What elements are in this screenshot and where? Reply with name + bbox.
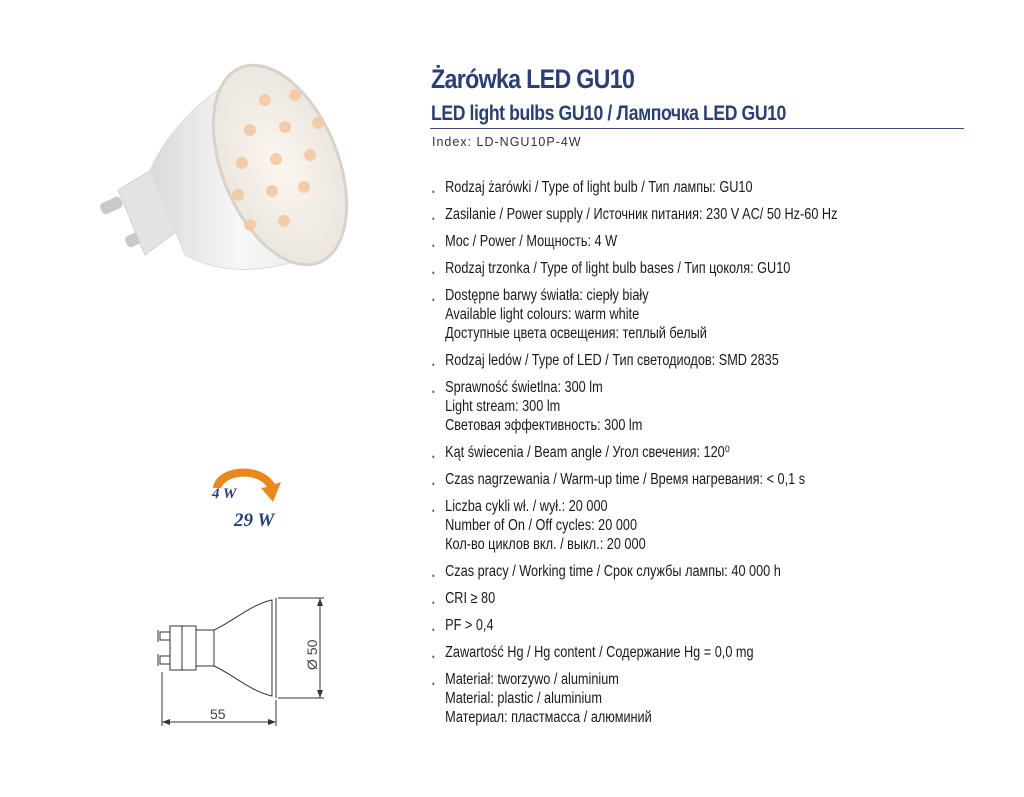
led-dot: [236, 157, 248, 169]
bullet-icon: •: [432, 295, 435, 305]
spec-line: Kąt świecenia / Beam angle / Угол свечения: 120⁰: [445, 444, 730, 461]
led-dot: [298, 181, 310, 193]
spec-line: Доступные цвета освещения: теплый белый: [445, 325, 707, 342]
led-dot: [232, 189, 244, 201]
bullet-icon: •: [432, 571, 435, 581]
spec-item: [432, 616, 891, 635]
led-dot: [312, 117, 324, 129]
product-index: Index: LD-NGU10P-4W: [432, 135, 582, 149]
spec-item: [432, 497, 891, 554]
bullet-icon: •: [432, 452, 435, 462]
spec-line: Czas nagrzewania / Warm-up time / Время нагревания: < 0,1 s: [445, 471, 806, 488]
spec-item: [432, 351, 891, 370]
spec-line: PF > 0,4: [445, 617, 494, 634]
led-power-label: 4 W: [212, 486, 237, 502]
spec-line: Number of On / Off cycles: 20 000: [445, 517, 638, 534]
bullet-icon: •: [432, 268, 435, 278]
bullet-icon: •: [432, 387, 435, 397]
bulb-product-image: [90, 55, 360, 285]
bullet-icon: •: [432, 652, 435, 662]
bullet-icon: •: [432, 625, 435, 635]
spec-line: Rodzaj żarówki / Type of light bulb / Тип лампы: GU10: [445, 179, 753, 196]
led-dot: [304, 149, 316, 161]
spec-line: Available light colours: warm white: [445, 306, 640, 323]
spec-line: Rodzaj trzonka / Type of light bulb bases / Тип цоколя: GU10: [445, 260, 791, 277]
spec-item: [432, 232, 891, 251]
spec-line: Zawartość Hg / Hg content / Содержание Hg = 0,0 mg: [445, 644, 754, 661]
spec-line: Rodzaj ledów / Type of LED / Тип светодиодов: SMD 2835: [445, 352, 779, 369]
header-divider: [430, 128, 964, 129]
led-dot: [270, 153, 282, 165]
spec-item: [432, 259, 891, 278]
spec-item: [432, 178, 891, 197]
led-dot: [244, 124, 256, 136]
spec-item: [432, 562, 891, 581]
spec-line: CRI ≥ 80: [445, 590, 496, 607]
spec-line: Moc / Power / Мощность: 4 W: [445, 233, 618, 250]
bullet-icon: •: [432, 241, 435, 251]
bullet-icon: •: [432, 598, 435, 608]
spec-line: Liczba cykli wł. / wył.: 20 000: [445, 498, 608, 515]
spec-item: [432, 643, 891, 662]
spec-line: Световая эффективность: 300 lm: [445, 417, 643, 434]
diameter-dimension-label: Ø 50: [304, 639, 320, 670]
spec-item: [432, 205, 891, 224]
spec-item: [432, 670, 891, 727]
dimension-drawing: [152, 592, 342, 732]
led-dot: [278, 215, 290, 227]
bullet-icon: •: [432, 506, 435, 516]
spec-item: [432, 589, 891, 608]
product-subtitle: LED light bulbs GU10 / Лампочка LED GU10: [431, 102, 786, 125]
spec-item: [432, 286, 891, 343]
spec-line: Кол-во циклов вкл. / выкл.: 20 000: [445, 536, 646, 553]
product-title: Żarówka LED GU10: [431, 64, 635, 94]
spec-line: Light stream: 300 lm: [445, 398, 561, 415]
spec-line: Dostępne barwy światła: ciepły biały: [445, 287, 649, 304]
spec-line: Materiał: tworzywo / aluminium: [445, 671, 619, 688]
spec-list: [432, 178, 992, 735]
bullet-icon: •: [432, 360, 435, 370]
length-dimension-label: 55: [210, 706, 226, 722]
bullet-icon: •: [432, 479, 435, 489]
spec-item: [432, 443, 891, 462]
equivalent-power-label: 29 W: [234, 510, 275, 531]
spec-line: Zasilanie / Power supply / Источник питания: 230 V AC/ 50 Hz-60 Hz: [445, 206, 838, 223]
bullet-icon: •: [432, 214, 435, 224]
spec-line: Czas pracy / Working time / Срок службы лампы: 40 000 h: [445, 563, 781, 580]
spec-item: [432, 470, 891, 489]
bullet-icon: •: [432, 679, 435, 689]
led-dot: [244, 219, 256, 231]
spec-item: [432, 378, 891, 435]
led-dot: [259, 94, 271, 106]
spec-line: Sprawność świetlna: 300 lm: [445, 379, 603, 396]
bullet-icon: •: [432, 187, 435, 197]
led-dot: [289, 89, 301, 101]
spec-line: Material: plastic / aluminium: [445, 690, 602, 707]
led-dot: [266, 185, 278, 197]
led-dot: [279, 121, 291, 133]
spec-line: Материал: пластмасса / алюминий: [445, 709, 652, 726]
